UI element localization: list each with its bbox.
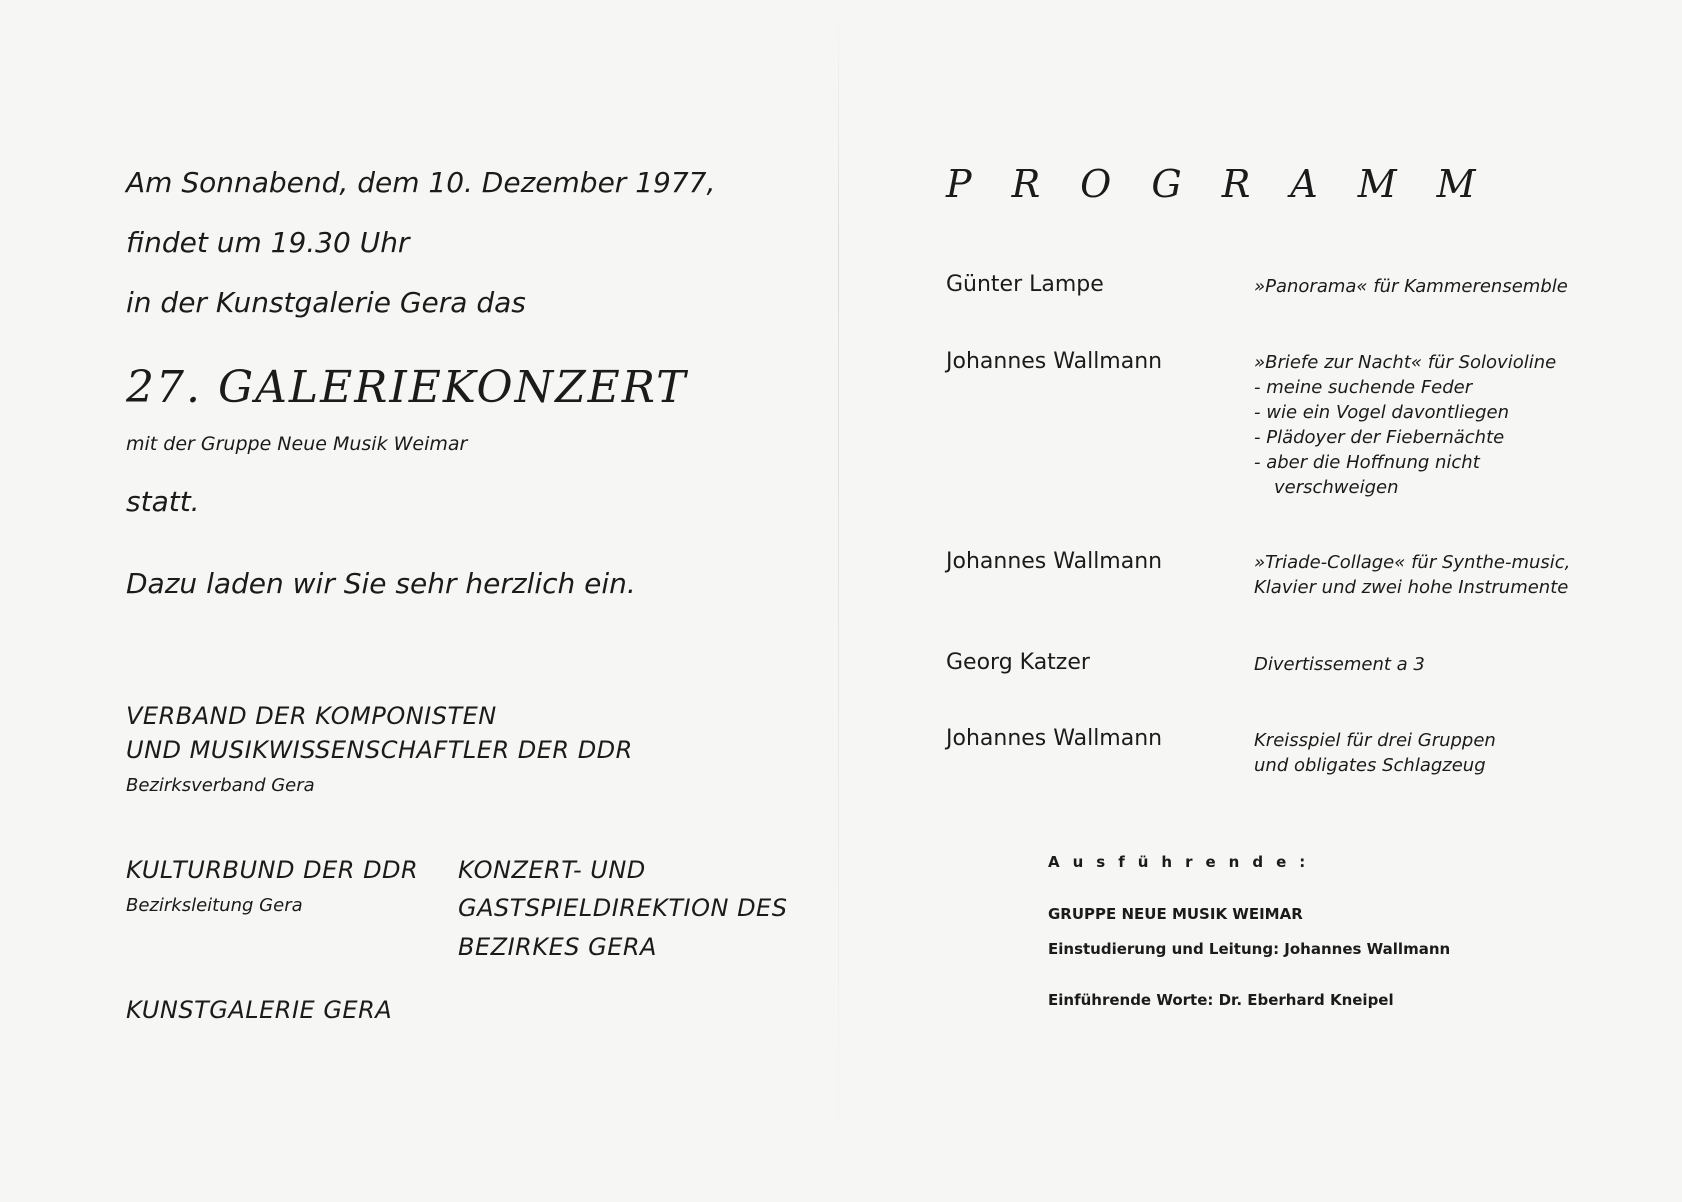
program-heading: PROGRAMM [946,162,1516,206]
fold-line [838,0,839,1202]
invitation-closing: Dazu laden wir Sie sehr herzlich ein. [126,567,636,600]
work-line: verschweigen [1274,477,1399,498]
invitation-time: findet um 19.30 Uhr [126,226,410,259]
work-line: Divertissement a 3 [1254,654,1425,675]
organizer-konzert-line3: BEZIRKES GERA [458,933,657,961]
work-line: »Briefe zur Nacht« für Solovioline [1254,352,1557,373]
program-work [1254,652,1425,677]
program-work [1254,550,1570,600]
performers-heading: Ausführende: [1048,853,1319,871]
performers-intro: Einführende Worte: Dr. Eberhard Kneipel [1048,991,1394,1009]
organizer-kulturbund: KULTURBUND DER DDR [126,856,419,884]
organizer-konzert-line1: KONZERT- UND [458,856,646,884]
program-work [1254,350,1556,500]
with-group: mit der Gruppe Neue Musik Weimar [126,433,468,455]
organizer-kunstgalerie: KUNSTGALERIE GERA [126,996,393,1024]
work-line: und obligates Schlagzeug [1254,755,1486,776]
work-line: - meine suchende Feder [1254,377,1473,398]
statt: statt. [126,485,200,518]
program-composer: Johannes Wallmann [946,349,1163,374]
organizer-kulturbund-sub: Bezirksleitung Gera [126,895,303,916]
organizer-verband-line2: UND MUSIKWISSENSCHAFTLER DER DDR [126,736,633,764]
program-composer: Johannes Wallmann [946,726,1163,751]
program-composer: Johannes Wallmann [946,549,1163,574]
performers-group: GRUPPE NEUE MUSIK WEIMAR [1048,905,1303,923]
program-composer: Georg Katzer [946,650,1090,675]
program-work [1254,728,1496,778]
work-line: Klavier und zwei hohe Instrumente [1254,577,1569,598]
program-composer: Günter Lampe [946,272,1104,297]
program-work [1254,274,1568,299]
organizer-verband-line1: VERBAND DER KOMPONISTEN [126,702,497,730]
work-line: - Plädoyer der Fiebernächte [1254,427,1505,448]
organizer-konzert-line2: GASTSPIELDIREKTION DES [458,894,788,922]
work-line: - aber die Hoffnung nicht [1254,452,1480,473]
work-line: »Panorama« für Kammerensemble [1254,276,1568,297]
work-line: Kreisspiel für drei Gruppen [1254,730,1496,751]
concert-title: 27. GALERIEKONZERT [126,362,688,413]
work-line: »Triade-Collage« für Synthe-music, [1254,552,1571,573]
work-line: - wie ein Vogel davontliegen [1254,402,1510,423]
invitation-date: Am Sonnabend, dem 10. Dezember 1977, [126,166,716,199]
performers-direction: Einstudierung und Leitung: Johannes Wallmann [1048,940,1451,958]
organizer-verband-sub: Bezirksverband Gera [126,775,315,796]
invitation-venue: in der Kunstgalerie Gera das [126,286,526,319]
